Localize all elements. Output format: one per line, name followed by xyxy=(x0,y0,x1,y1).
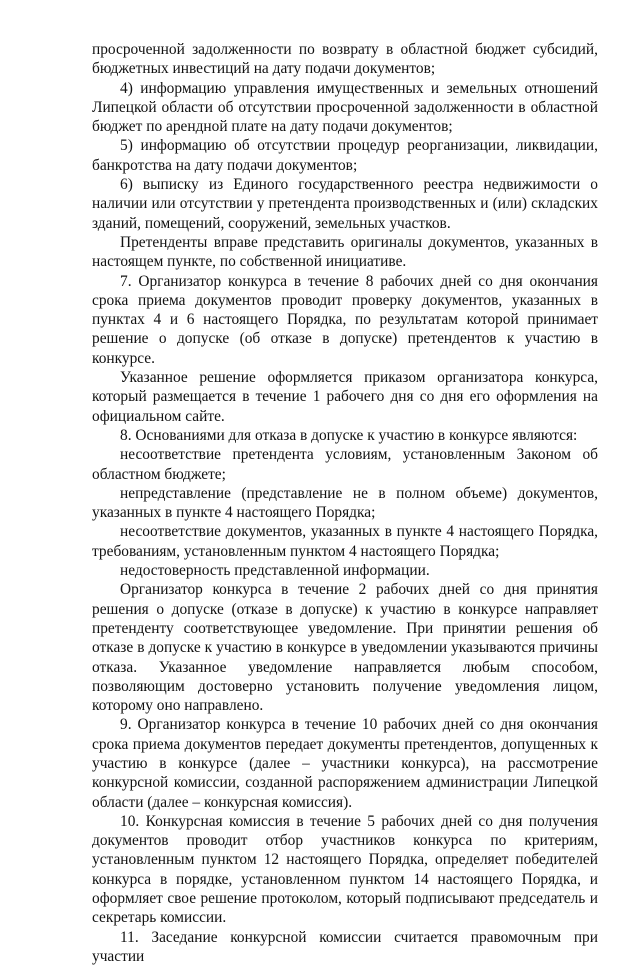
paragraph-notification: Организатор конкурса в течение 2 рабочих дней со дня принятия решения о допуске (отказе в допуске) к участию в конкурсе направляет претенденту соответствующее уведомление. При принятии решения об отказе в допуске к участию в конкурсе в уведомлении указываются причины отказа. Указанное уведомление направляется любым способом, позволяющим достоверно установить получение уведомления лицом, которому оно направлено. xyxy=(92,581,598,715)
paragraph-item-4: 4) информацию управления имущественных и земельных отношений Липецкой области об отсутствии просроченной задолженности в областной бюджет по арендной плате на дату подачи документов; xyxy=(92,79,598,136)
paragraph-ground-3: несоответствие документов, указанных в пункте 4 настоящего Порядка, требованиям, установленным пунктом 4 настоящего Порядка; xyxy=(92,523,598,560)
paragraph-clause-8: 8. Основаниями для отказа в допуске к участию в конкурсе являются: xyxy=(120,426,578,444)
paragraph-decision: Указанное решение оформляется приказом организатора конкурса, который размещается в течение 1 рабочего дня со дня его оформления на официальном сайте. xyxy=(92,369,598,425)
paragraph-originals: Претенденты вправе представить оригиналы документов, указанных в настоящем пункте, по собственной инициативе. xyxy=(92,233,598,271)
paragraph-item-6: 6) выписку из Единого государственного реестра недвижимости о наличии или отсутствии у претендента производственных и (или) складских зданий, помещений, сооружений, земельных участков. xyxy=(92,176,598,232)
paragraph-continuation: просроченной задолженности по возврату в областной бюджет субсидий, бюджетных инвестиций на дату подачи документов; xyxy=(92,41,598,78)
paragraph-clause-7: 7. Организатор конкурса в течение 8 рабочих дней со дня окончания срока приема документов проводит проверку документов, указанных в пунктах 4 и 6 настоящего Порядка, по результатам которой принимает решение о допуске (об отказе в допуске) претендентов к участию в конкурсе. xyxy=(92,272,598,367)
paragraph-item-5: 5) информацию об отсутствии процедур реорганизации, ликвидации, банкротства на дату подачи документов; xyxy=(92,137,598,174)
paragraph-clause-10: 10. Конкурсная комиссия в течение 5 рабочих дней со дня получения документов проводит отбор участников конкурса по критериям, установленным пунктом 12 настоящего Порядка, определяет победителей конкурса в порядке, установленном пунктом 14 настоящего Порядка, и оформляет свое решение протоколом, который подписывают председатель и секретарь комиссии. xyxy=(92,812,598,927)
paragraph-ground-2: непредставление (представление не в полном объеме) документов, указанных в пункте 4 настоящего Порядка; xyxy=(92,484,598,522)
document-body xyxy=(92,40,598,966)
paragraph-ground-1: несоответствие претендента условиям, установленным Законом об областном бюджете; xyxy=(92,446,598,483)
paragraph-clause-11: 11. Заседание конкурсной комиссии считается правомочным при участии xyxy=(92,928,598,965)
paragraph-clause-9: 9. Организатор конкурса в течение 10 рабочих дней со дня окончания срока приема документов передает документы претендентов, допущенных к участию в конкурсе (далее – участники конкурса), на рассмотрение конкурсной комиссии, созданной распоряжением администрации Липецкой области (далее – конкурсная комиссия). xyxy=(92,716,598,811)
paragraph-ground-4: недостоверность представленной информации. xyxy=(120,562,430,580)
